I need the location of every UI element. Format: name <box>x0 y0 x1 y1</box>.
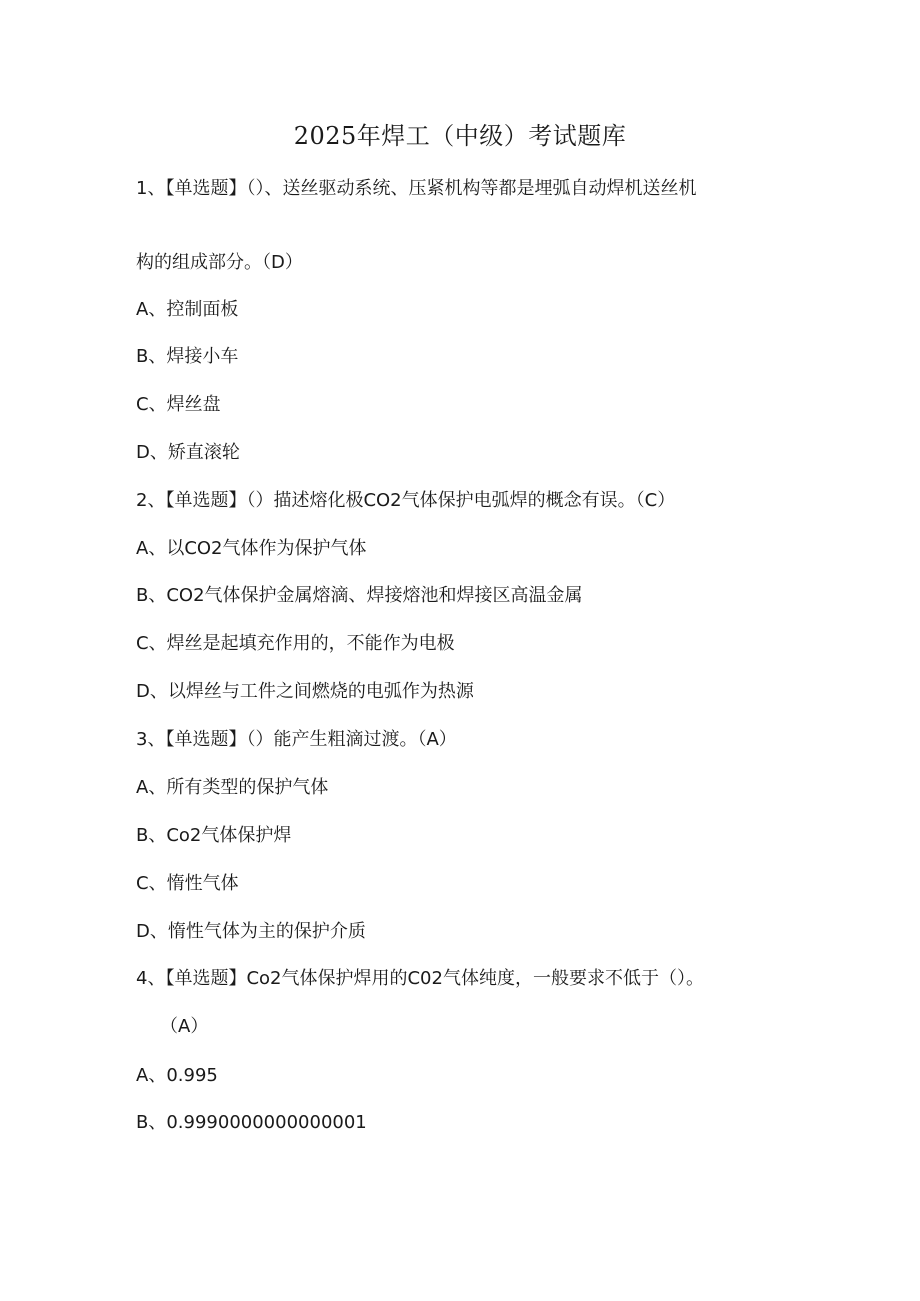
question-3-option-c: C、惰性气体 <box>136 873 239 894</box>
question-3-option-a: A、所有类型的保护气体 <box>136 777 329 798</box>
question-3-option-b: B、Co2气体保护焊 <box>136 825 292 846</box>
question-1-stem: 1、【单选题】（）、送丝驱动系统、压紧机构等都是埋弧自动焊机送丝机 <box>136 178 697 199</box>
question-1-option-d: D、矫直滚轮 <box>136 442 240 463</box>
question-1-option-c: C、焊丝盘 <box>136 394 221 415</box>
question-4-stem: 4、【单选题】Co2气体保护焊用的C02气体纯度，一般要求不低于（）。 <box>136 968 704 989</box>
document-title: 2025年焊工（中级）考试题库 <box>293 122 627 150</box>
question-4-option-b: B、0.9990000000000001 <box>136 1112 367 1133</box>
question-3-stem: 3、【单选题】（）能产生粗滴过渡。（A） <box>136 729 457 750</box>
question-2-option-a: A、以CO2气体作为保护气体 <box>136 538 367 559</box>
question-4-answer-line: （A） <box>160 1016 209 1037</box>
question-3-option-d: D、惰性气体为主的保护介质 <box>136 921 366 942</box>
question-1-option-b: B、焊接小车 <box>136 346 239 367</box>
question-2-option-b: B、CO2气体保护金属熔滴、焊接熔池和焊接区高温金属 <box>136 585 583 606</box>
question-2-option-d: D、以焊丝与工件之间燃烧的电弧作为热源 <box>136 681 474 702</box>
question-1-answer-line: 构的组成部分。（D） <box>136 252 303 273</box>
question-4-option-a: A、0.995 <box>136 1065 218 1086</box>
question-2-stem: 2、【单选题】（）描述熔化极CO2气体保护电弧焊的概念有误。（C） <box>136 490 676 511</box>
question-2-option-c: C、焊丝是起填充作用的，不能作为电极 <box>136 633 455 654</box>
question-1-option-a: A、控制面板 <box>136 299 239 320</box>
